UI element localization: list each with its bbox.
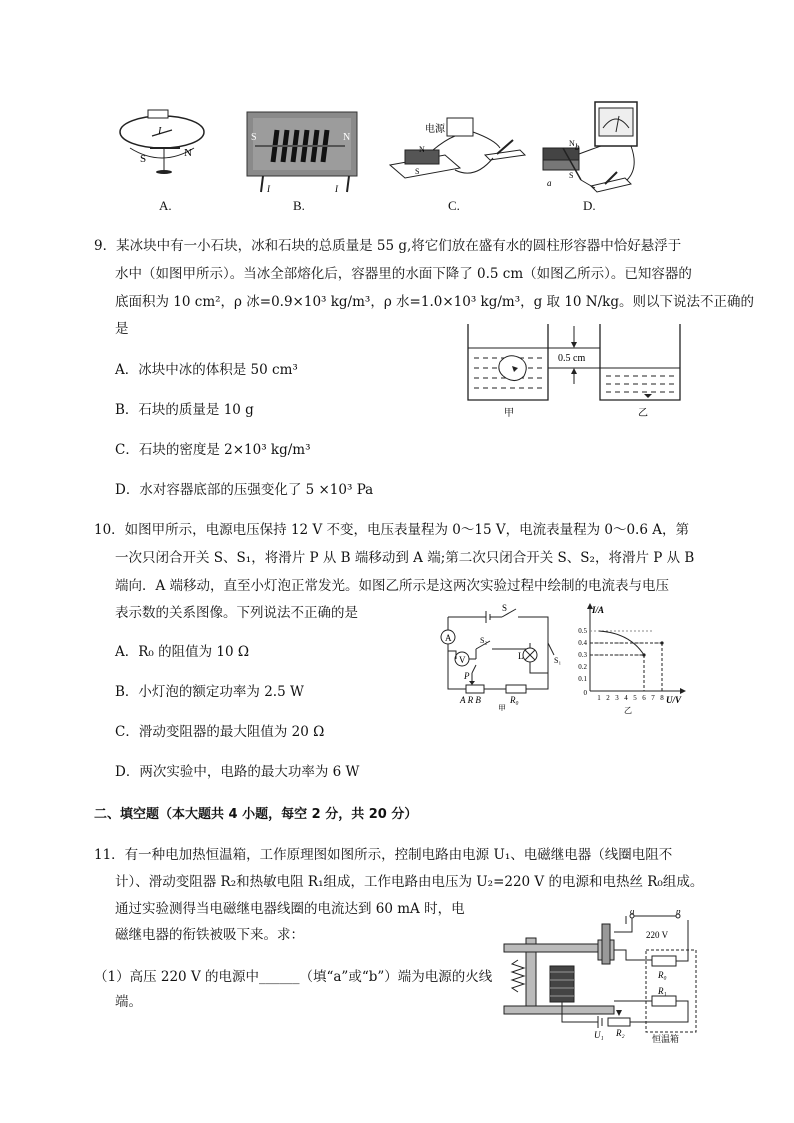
svg-text:I: I [267,184,270,194]
svg-text:1: 1 [597,694,601,702]
q9-option-a[interactable]: A．冰块中冰的体积是 50 cm³ [115,362,298,378]
svg-text:I: I [335,184,338,194]
q9-figure [466,322,686,422]
q9-line-4: 是 [115,321,129,337]
q9-option-b[interactable]: B．石块的质量是 10 g [115,402,254,418]
svg-text:0.1: 0.1 [578,675,587,683]
q11-sub1-line-2: 端。 [115,994,142,1010]
ice-container-diagram [466,322,686,422]
q10-option-c[interactable]: C．滑动变阻器的最大阻值为 20 Ω [115,724,325,740]
svg-text:S: S [569,171,574,180]
svg-text:甲: 甲 [504,408,514,419]
svg-text:a: a [547,178,552,188]
svg-text:恒温箱: 恒温箱 [652,1034,680,1044]
svg-text:I/A: I/A [592,605,605,615]
q9-line-2: 水中（如图甲所示）。当冰全部熔化后，容器里的水面下降了 0.5 cm（如图乙所示）。已知容器的 [115,266,692,282]
svg-text:S: S [502,603,508,613]
q9-option-d[interactable]: D．水对容器底部的压强变化了 5 ×10³ Pa [115,482,374,498]
svg-text:乙: 乙 [624,706,632,715]
svg-text:N: N [569,139,575,148]
svg-text:3: 3 [615,694,619,702]
q10-line-4: 表示数的关系图像。下列说法不正确的是 [115,605,358,621]
svg-text:0.4: 0.4 [578,639,587,647]
q10-line-2: 一次只闭合开关 S、S₁，将滑片 P 从 B 端移动到 A 端;第二次只闭合开关 S、S₂，将滑片 P 从 B [115,550,695,566]
svg-text:R₀: R₀ [510,695,519,705]
q11-line-2: 计）、滑动变阻器 R₂和热敏电阻 R₁组成，工作电路由电压为 U₂=220 V 的电源和电热丝 R₀组成。 [115,874,704,890]
svg-text:电源: 电源 [425,124,445,135]
svg-text:I: I [158,126,162,137]
motor-circuit-diagram [385,110,530,195]
svg-text:S: S [251,132,257,143]
svg-text:0.5 cm: 0.5 cm [558,353,586,364]
q9-line-1: 9．某冰块中有一小石块，冰和石块的总质量是 55 g,将它们放在盛有水的圆柱形容器中恰好悬浮于 [94,238,682,254]
q10-line-3: 端向．A 端移动，直至小灯泡正常发光。如图乙所示是这两次实验过程中绘制的电流表与电压 [115,578,670,594]
q11-line-3: 通过实验测得当电磁继电器线圈的电流达到 60 mA 时，电 [115,901,465,917]
svg-text:4: 4 [624,694,628,702]
svg-text:S₁: S₁ [554,656,562,665]
figure-d [535,98,645,196]
svg-text:b: b [575,142,580,152]
q10-graph [570,603,690,715]
svg-text:S: S [415,167,420,176]
section-heading: 二、填空题（本大题共 4 小题，每空 2 分，共 20 分） [94,807,418,822]
svg-text:S: S [140,153,147,165]
svg-text:5: 5 [633,694,637,702]
svg-text:V: V [459,655,466,665]
svg-text:甲: 甲 [498,704,506,711]
thermostat-relay-diagram [502,910,702,1045]
svg-text:0.5: 0.5 [578,627,587,635]
q10-option-d[interactable]: D．两次实验中，电路的最大功率为 6 W [115,764,360,780]
svg-text:0.2: 0.2 [578,663,587,671]
svg-text:乙: 乙 [638,408,648,419]
figure-b [245,110,360,195]
q11-line-1: 11．有一种电加热恒温箱，工作原理图如图所示，控制电路由电源 U₁、电磁继电器（线圈电阻不 [94,847,673,863]
svg-text:0.3: 0.3 [578,651,587,659]
q11-sub1-line-1: （1）高压 220 V 的电源中______（填“a”或“b”）端为电源的火线 [94,969,493,985]
figure-a-label: A. [159,198,172,213]
svg-text:7: 7 [651,694,655,702]
svg-text:2: 2 [606,694,610,702]
svg-text:N: N [343,132,351,143]
figure-b-label: B. [293,198,305,213]
svg-text:0: 0 [583,689,587,697]
q9-line-3: 底面积为 10 cm²，ρ 冰=0.9×10³ kg/m³，ρ 水=1.0×10³ kg/m³，g 取 10 N/kg。则以下说法不正确的 [115,294,754,310]
figure-d-label: D. [583,198,596,213]
q10-option-a[interactable]: A．R₀ 的阻值为 10 Ω [115,644,250,660]
coil-compass-diagram [112,100,212,195]
svg-text:P: P [464,671,470,681]
svg-text:220 V: 220 V [646,930,669,940]
svg-text:A R B: A R B [460,695,481,705]
figure-c-label: C. [448,198,460,213]
circuit-diagram [436,603,566,711]
q10-line-1: 10．如图甲所示，电源电压保持 12 V 不变，电压表量程为 0～15 V，电流表量程为 0～0.6 A，第 [94,522,689,538]
svg-text:8: 8 [660,694,664,702]
svg-text:L: L [518,651,524,661]
svg-text:R₀: R₀ [658,970,667,980]
svg-text:N: N [419,145,425,154]
q11-line-4: 磁继电器的衔铁被吸下来。求： [115,927,304,943]
svg-text:S₂: S₂ [480,636,488,645]
svg-text:R₁: R₁ [658,986,667,996]
solenoid-photo [245,110,360,195]
figure-c [385,110,530,195]
svg-text:b: b [676,910,681,916]
svg-text:U/V: U/V [666,695,682,705]
svg-text:U₁: U₁ [594,1030,604,1040]
svg-text:6: 6 [642,694,646,702]
figure-a [112,100,212,195]
svg-text:A: A [445,633,452,643]
q9-option-c[interactable]: C．石块的密度是 2×10³ kg/m³ [115,442,311,458]
svg-text:N: N [184,147,192,159]
galvanometer-diagram [535,98,645,196]
svg-text:a: a [630,910,635,916]
q10-option-b[interactable]: B．小灯泡的额定功率为 2.5 W [115,684,304,700]
iu-graph [570,603,690,715]
svg-text:R₂: R₂ [616,1028,625,1038]
q10-circuit [436,603,566,711]
q11-figure [502,910,702,1045]
